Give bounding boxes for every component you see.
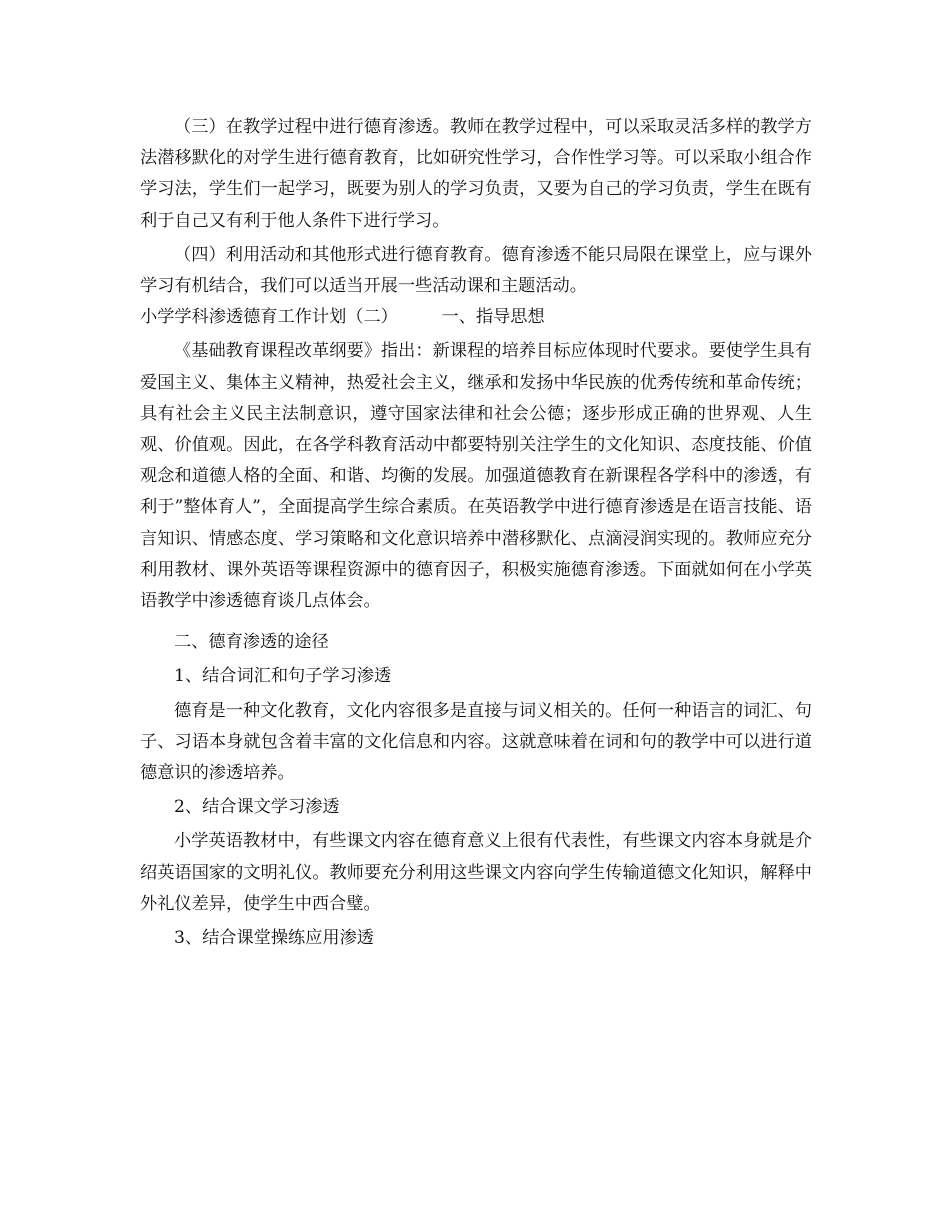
paragraph-vocabulary: 德育是一种文化教育，文化内容很多是直接与词义相关的。任何一种语言的词汇、句子、习语本身就包含着丰富的文化信息和内容。这就意味着在词和句的教学中可以进行道德意识的渗透培养。: [140, 700, 812, 784]
heading-text-study: 2、结合课文学习渗透: [174, 797, 340, 818]
paragraph-guiding-thought: 《基础教育课程改革纲要》指出：新课程的培养目标应体现时代要求。要使学生具有爱国主义、集体主义精神，热爱社会主义，继承和发扬中华民族的优秀传统和革命传统；具有社会主义民主法制意识，遵守国家法律和社会公德；逐步形成正确的世界观、人生观、价值观。因此，在各学科教育活动中都要特别关注学生的文化知识、态度技能、价值观念和道德人格的全面、和谐、均衡的发展。加强道德教育在新课程各学科中的渗透，有利于”整体育人”，全面提高学生综合素质。在英语教学中进行德育渗透是在语言技能、语言知识、情感态度、学习策略和文化意识培养中潜移默化、点滴浸润实现的。教师应充分利用教材、课外英语等课程资源中的德育因子，积极实施德育渗透。下面就如何在小学英语教学中渗透德育谈几点体会。: [140, 341, 812, 612]
document-body: [140, 112, 812, 954]
paragraph-teaching-process: （三）在教学过程中进行德育渗透。教师在教学过程中，可以采取灵活多样的教学方法潜移默化的对学生进行德育教育，比如研究性学习，合作性学习等。可以采取小组合作学习法，学生们一起学习，既要为别人的学习负责，又要为自己的学习负责，学生在既有利于自己又有利于他人条件下进行学习。: [140, 117, 812, 231]
heading-approaches: 二、德育渗透的途径: [174, 632, 329, 653]
paragraph-activities: （四）利用活动和其他形式进行德育教育。德育渗透不能只局限在课堂上，应与课外学习有机结合，我们可以适当开展一些活动课和主题活动。: [140, 244, 812, 297]
paragraph-text-study: 小学英语教材中，有些课文内容在德育意义上很有代表性，有些课文内容本身就是介绍英语国家的文明礼仪。教师要充分利用这些课文内容向学生传输道德文化知识，解释中外礼仪差异，使学生中西合璧。: [140, 831, 812, 914]
heading-vocabulary: 1、结合词汇和句子学习渗透: [174, 666, 392, 687]
section-title-plan-two: 小学学科渗透德育工作计划（二） 一、指导思想: [140, 307, 545, 328]
heading-classroom-practice: 3、结合课堂操练应用渗透: [174, 928, 374, 949]
